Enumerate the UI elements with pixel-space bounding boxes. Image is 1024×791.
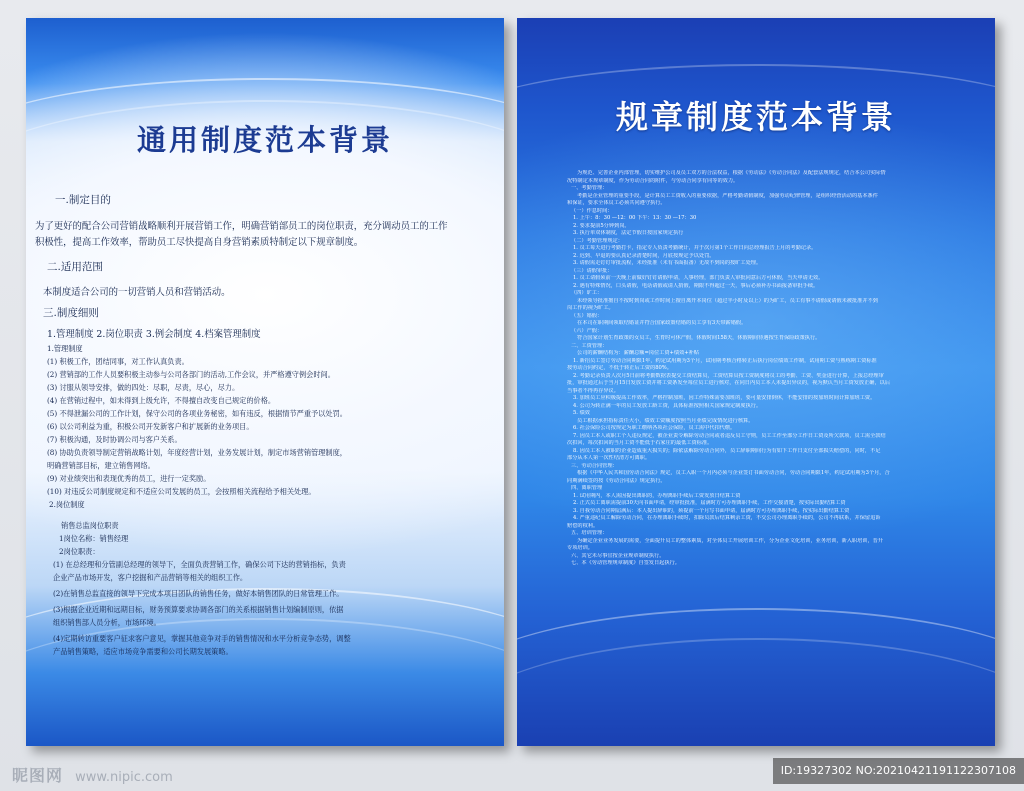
decorative-swoosh (517, 638, 995, 746)
rule-line: 8. 因员工本人被职的企业造成重大损失的；除依法解除劳动合同外，员工辞职期间行为有如下工作日支付全部损失赔偿的，同时，不足 (573, 447, 881, 454)
rule-line: 在本司在职期间领取结婚证并符合国家政策结婚的员工享有3天带薪婚假。 (577, 320, 747, 326)
rule-line: 岗工作的视为旷工。 (567, 305, 614, 311)
list-item: 产品销售策略，适应市场竞争需要和公司长期发展策略。 (53, 647, 233, 656)
rule-line: 1. 员工每天进行考勤打卡，指定专人负责考勤统计，并于次月第1个工作日向总经理报告上月的考勤记录。 (573, 245, 817, 251)
rule-line: 一、考勤管理： (571, 185, 608, 191)
left-poster-body (35, 192, 494, 658)
rule-line: 三、劳动合同管理： (571, 462, 618, 469)
rule-line: （六）产假： (571, 327, 603, 334)
list-item: (4)定期转访重要客户征求客户意见，掌握其他竞争对手的销售情况和水平分析竞争态势，调整 (53, 634, 351, 643)
rule-line: 七、本《劳动管理规章制度》自签发日起执行。 (571, 560, 680, 566)
list-item: (7) 积极沟通，及时协调公司与客户关系。 (47, 435, 182, 444)
rule-line: 批，审批通过后于当月15日发放工资并将工资条发至每位员工进行核对，在同日内员工本人未提出异议的，视为默认当月工资发放正确，以后 (567, 380, 891, 386)
site-logo: 昵图网 (12, 766, 64, 785)
rule-line: 况特制定本规章制度，作为劳动合同的附件，与劳动合同享有同等的效力。 (567, 177, 739, 184)
section-heading: 一.制定目的 (55, 194, 111, 206)
rule-line: 赔偿的权利。 (567, 522, 599, 529)
rule-line: （一）作息时间： (571, 207, 613, 214)
rule-line: 2. 考勤记录负责人次月5日前将考勤数据表提交工资结算员，工资结算员按工资制度将员工的考勤、工资、奖金进行计算，上报总经理审 (573, 372, 884, 379)
rule-line: 公司的薪酬结构为：薪酬总额=岗位工资+绩效+补贴 (577, 350, 699, 356)
left-poster-title: 通用制度范本背景 (136, 123, 393, 157)
rule-line: 2. 遇有特殊情况，口头请假，电话请假或请人捎假，期限不得超过一天，事后必须补办书面报备审批手续。 (573, 282, 819, 289)
list-item: 销售总监岗位职责 (61, 521, 119, 530)
rule-line: （五）婚假： (571, 312, 603, 319)
rule-line: （三）请假审批： (571, 267, 613, 274)
list-item: (10) 对违反公司制度规定和不适应公司发展的员工，会按照相关流程给予相关处理。 (47, 487, 316, 496)
rule-line: 部分从本人第一次性结清方可离职。 (567, 455, 651, 461)
left-poster (26, 18, 504, 746)
list-item: (6) 以公司利益为重，积极公司开发新客户和扩展新的业务项目。 (47, 422, 254, 431)
image-id-label: ID:19327302 NO:20210421191122307108 (773, 758, 1024, 784)
rule-line: 3. 请假需走钉钉审批流程，未经批准（未有书面报备）无故不到岗的按旷工处理。 (573, 260, 762, 266)
list-item: (3) 讨服从领导安排，做的四处：尽职，尽责，尽心，尽力。 (47, 383, 240, 392)
rule-line: 1. 试用期内，本人需因提出离职的，办理离职手续后工资发放日结算工资 (573, 492, 741, 499)
paragraph-line: 本制度适合公司的一切营销人员和营销活动。 (43, 287, 231, 298)
list-item: 明确营销部目标，建立销售网络。 (47, 461, 155, 470)
list-item: (9) 对业绩突出和表现优秀的员工，进行一定奖励。 (47, 474, 211, 483)
list-item: (5) 不得泄漏公司的工作计划，保守公司的各项业务秘密，如有违反，根据情节严重予以处罚。 (47, 409, 347, 418)
site-url: www.nipic.com (75, 770, 173, 785)
rule-line: 2. 要求提前5分钟到岗。 (573, 222, 630, 229)
rule-line: 4. 严重违纪员工解除劳动合同，在办理离职手续时，扣除员款后结算剩余工资，不交公司办理离职手续的，公司不再联系，并保留追诉 (573, 515, 881, 521)
list-item: 企业产品市场开发，客户挖掘和产品营销等相关的组织工作。 (53, 573, 248, 582)
list-item: 1岗位名称：销售经理 (59, 534, 129, 543)
rule-line: 5. 绩效 (573, 410, 590, 416)
list-item: 2.岗位制度 (49, 500, 85, 509)
rule-line: 为规范、完善企业内部管理，切实维护公司及员工双方的合法权益，根据《劳动法》《劳动合同法》及配套法规规定，结合本公司实际情 (577, 170, 886, 176)
list-item: 2岗位职责： (59, 547, 100, 556)
rule-line: 当事者不得再存异议。 (567, 387, 619, 394)
rule-line: 四、离职管理 (571, 485, 603, 491)
list-item: (1) 在总经理和分管副总经理的领导下，全面负责营销工作，确保公司下达的营销指标，负责 (53, 560, 346, 569)
right-poster-title: 规章制度范本背景 (615, 98, 896, 136)
list-item: (2)在销售总监直接的领导下完成本项目团队的销售任务，做好本销售团队的日常管理工作。 (53, 589, 344, 598)
rule-line: 7. 因员工本人或职工个人违反规定，被企业责令解除劳动合同或者违反员工守则，员工工作至部分工作日工资及所欠款项，员工需全款结 (573, 432, 886, 439)
rule-line: 按劳动合同约定，不低于转正后工资的80%。 (567, 365, 672, 371)
paragraph-line: 积极性，提高工作效率，帮助员工尽快提高自身营销素质特制定以下规章制度。 (35, 237, 364, 248)
list-item: (8) 协助负责领导制定营销战略计划，年度经营计划，业务发展计划，制定市场营销管理制度， (47, 448, 347, 457)
section-heading: 三.制度细则 (43, 307, 99, 319)
rule-line: 未经领导批准擅自不按时到岗或工作时间上擅自离开本岗位（超过半小时及以上）的为旷工，员工有事不请假或请假未被批准并不到 (577, 297, 878, 304)
list-item: (3)根据企业近期和远期目标，财务预算要求协调各部门的关系根据销售计划编制原则，依据 (53, 605, 344, 614)
rule-line: 和保证，要求全体员工必须共同遵守执行。 (567, 200, 666, 206)
rule-line: 根据《中华人民共和国劳动合同法》规定，员工入职一个月内必须与企业签订书面劳动合同，劳动合同期限1年，约定试用期为3个月，合 (577, 470, 890, 476)
right-poster-body (567, 170, 945, 568)
rule-line: 次扣回，每次扣回的当月工资不能低于石家庄的最低工资标准。 (567, 440, 713, 446)
right-poster (517, 18, 995, 746)
list-item: (4) 在营销过程中，如未得到上级允许，不得擅自改变自己规定的价格。 (47, 396, 276, 405)
rule-line: 6. 社会保险公司按规定为职工缴纳各项社会保险，员工需中代扣代缴。 (573, 425, 736, 431)
rule-line: 同期满续签的按《劳动合同法》规定执行。 (567, 477, 666, 484)
rule-line: 4. 公司为转正满一年的员工发放工龄工资，具体标准按照相关国家规定制度执行。 (573, 402, 762, 409)
rule-line: 3. 执行单双休制度，法定节假日按国家规定执行 (573, 230, 684, 236)
paragraph-line: 为了更好的配合公司营销战略顺利开展营销工作，明确营销部员工的岗位职责，充分调动员工的工作 (35, 221, 448, 232)
rule-line: 五、培训管理： (571, 530, 608, 536)
rule-line: 六、其它未尽事宜按企业规章制度执行。 (571, 552, 665, 559)
rule-line: （四）旷工： (571, 290, 603, 296)
rule-line: 考勤是企业管理的重要手段，是计算员工工资收入的重要依据，严格考勤请假制度，加强劳动纪律管理，是组织经营活动的基本条件 (577, 192, 878, 199)
rule-line: 1. 员工请假须前一天晚上前做好钉钉请假申请，人事经理，部门负责人审批同意后方可休假，当天申请无效。 (573, 275, 824, 281)
rule-line: 符合国家计划生育政策的女员工，生育时可休产假，休假时间158天，休假期间待遇按生育保险政策执行。 (577, 335, 821, 341)
rule-line: 2. 正式员工离职需提前30天向书面申请，经审批批准，届满时方可办理离职手续，工作交接清楚，按实际出勤结算工资 (573, 500, 846, 506)
subsection-list: 1.管理制度 2.岗位职责 3.例会制度 4.档案管理制度 (47, 329, 261, 340)
rule-line: 1. 上午：8：30 —12：00 下午：13：30 —17：30 (573, 215, 697, 221)
rule-line: 员工根据承担指标责任大小，绩效工资额度按照当月业绩完成情况进行核算。 (577, 417, 754, 424)
rule-line: （二）考勤管理规定： (571, 237, 623, 244)
rule-line: 3. 加班员工应积极提高工作效率，严格控制加班，因工作特殊需要加班的，要可量安排倒休，不能安排的按加班时间计算加班工资。 (573, 395, 876, 401)
list-item: (2) 营销部的工作人员要积极主动参与公司各部门的活动,工作会议，并严格遵守例会时间。 (47, 370, 335, 379)
list-item: (1) 积极工作，团结同事，对工作认真负责。 (47, 357, 189, 366)
section-heading: 二.适用范围 (47, 261, 103, 273)
rule-line: 1. 新招员工签订劳动合同期限1年，约定试用期为3个月，试用期考核合格转正后执行岗位绩效工作制，试用期工资与熟练期工资标准 (573, 357, 877, 364)
rule-line: 二、工资管理： (571, 342, 608, 349)
rule-line: 专项培训。 (567, 545, 593, 551)
rule-line: 为确定企业业务发展的需要，全面提升员工的整体素质，对全体员工开展培训工作，分为企业文化培训，业务培训，新入职培训，晋升 (577, 537, 884, 544)
list-item: 组织销售部人员分析，市场环境。 (53, 618, 161, 627)
list-item: 1.管理制度 (47, 344, 83, 353)
rule-line: 2. 迟到、早退的要认真记录清楚时间，月底按规定予以处罚。 (573, 252, 715, 259)
rule-line: 3. 自我劳动合同期届满后：本人提出辞职的，须提前一个月写书面申请，届满时方可办理离职手续，按实际出勤结算工资 (573, 507, 850, 514)
site-watermark (12, 763, 173, 786)
